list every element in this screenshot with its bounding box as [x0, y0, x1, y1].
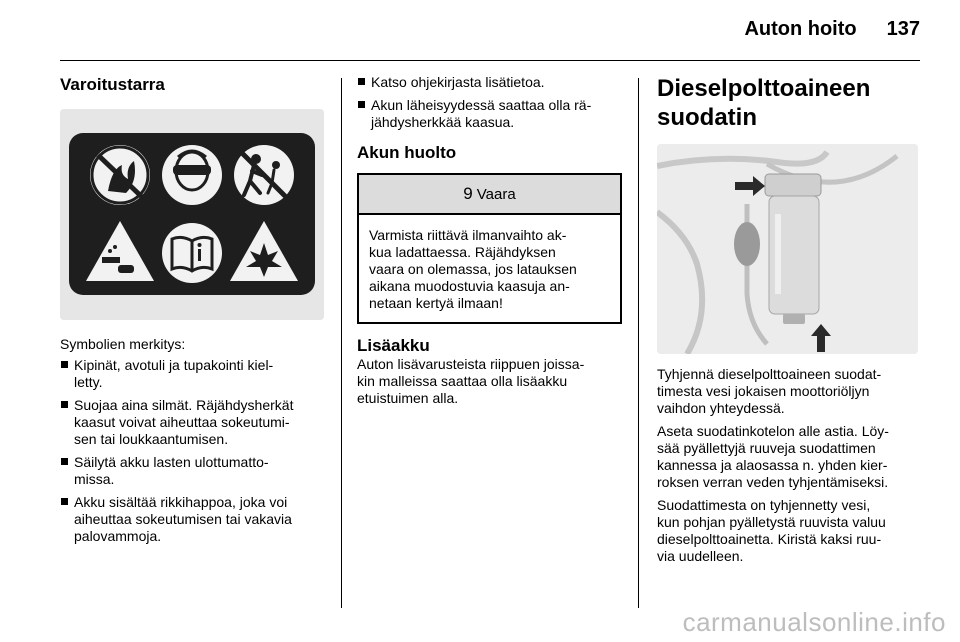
- keep-children-away-icon: [234, 145, 294, 205]
- list-item: Suojaa aina silmät. Räjähdysherkät kaasut voivat aiheuttaa sokeutumi- sen tai loukkaantumisen.: [60, 397, 324, 448]
- list-item: Akun läheisyydessä saattaa olla rä- jähdysherkkää kaasua.: [357, 97, 622, 131]
- column-divider-1: [341, 78, 342, 608]
- running-head: [744, 18, 920, 41]
- diesel-filter-heading: Dieselpolttoaineen suodatin: [657, 75, 871, 131]
- symbols-intro: Symbolien merkitys:: [60, 336, 186, 352]
- danger-warning-title: Vaara: [476, 185, 516, 203]
- no-fire-icon: [90, 145, 150, 205]
- column-2: [357, 74, 622, 407]
- danger-warning-text: Varmista riittävä ilmanvaihto ak- kua ladattaessa. Räjähdyksen vaara on olemassa, jos latauksen aikana muodostuvia kaasuja an- netaan kertyä ilmaan!: [369, 227, 577, 311]
- list-item: Akku sisältää rikkihappoa, joka voi aiheuttaa sokeutumisen tai vakavia palovammoja.: [60, 494, 324, 545]
- header-rule: [60, 60, 920, 61]
- diesel-filter-figure: [657, 144, 918, 354]
- watermark: carmanualsonline.info: [682, 607, 946, 637]
- running-title: Auton hoito: [744, 18, 857, 40]
- read-manual-icon: [162, 223, 222, 283]
- warning-label-illustration: [60, 109, 324, 320]
- warning-label-figure: [60, 109, 324, 320]
- symbol-meaning-list: [60, 357, 324, 545]
- diesel-filter-paragraph-2: Aseta suodatinkotelon alle astia. Löy- sää pyällettyjä ruuveja suodattimen kannessa ja alaosassa n. yhden kier- roksen verran veden tyhjentämiseksi.: [657, 423, 889, 490]
- column-1: [60, 74, 324, 551]
- danger-warning-header: [359, 175, 620, 215]
- symbol-meaning-list-continued: [357, 74, 622, 131]
- diesel-filter-illustration: [657, 144, 918, 354]
- page-number: 137: [886, 18, 920, 40]
- list-item: Kipinät, avotuli ja tupakointi kiel- letty.: [60, 357, 324, 391]
- column-3: [657, 74, 922, 565]
- list-item: Säilytä akku lasten ulottumatto- missa.: [60, 454, 324, 488]
- diesel-filter-paragraph-3: Suodattimesta on tyhjennetty vesi, kun pohjan pyälletystä ruuvista valuu dieselpolttoainetta. Kiristä kaksi ruu- via uudelleen.: [657, 497, 886, 564]
- column-divider-2: [638, 78, 639, 608]
- extra-battery-heading: Lisäakku: [357, 336, 430, 355]
- warning-triangle-icon: 9: [463, 184, 473, 203]
- list-item: Katso ohjekirjasta lisätietoa.: [357, 74, 622, 91]
- diesel-filter-paragraph-1: Tyhjennä dieselpolttoaineen suodat- timesta vesi jokaisen moottoriöljyn vaihdon yhteydessä.: [657, 366, 882, 416]
- eye-protection-icon: [162, 145, 222, 205]
- warning-label-heading: Varoitustarra: [60, 75, 165, 94]
- danger-warning-box: [357, 173, 622, 324]
- extra-battery-paragraph: Auton lisävarusteista riippuen joissa- kin malleissa saattaa olla lisäakku etuistuimen alla.: [357, 356, 585, 406]
- battery-maintenance-heading: Akun huolto: [357, 143, 457, 162]
